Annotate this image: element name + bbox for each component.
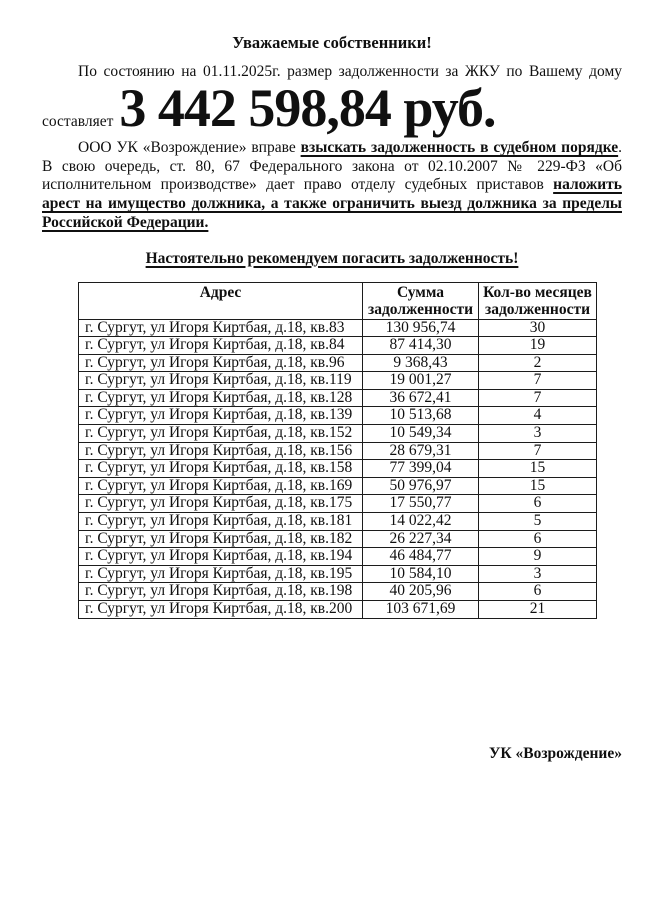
amount-cell: 50 976,97	[363, 477, 479, 495]
amount-cell: 19 001,27	[363, 372, 479, 390]
address-cell: г. Сургут, ул Игоря Киртбая, д.18, кв.119	[79, 372, 363, 390]
months-cell: 19	[479, 337, 597, 355]
months-cell: 5	[479, 513, 597, 531]
amount-cell: 36 672,41	[363, 389, 479, 407]
debt-total-amount: 3 442 598,84 руб.	[119, 78, 496, 138]
amount-cell: 28 679,31	[363, 442, 479, 460]
address-cell: г. Сургут, ул Игоря Киртбая, д.18, кв.200	[79, 601, 363, 619]
amount-cell: 17 550,77	[363, 495, 479, 513]
amount-cell: 87 414,30	[363, 337, 479, 355]
months-cell: 6	[479, 583, 597, 601]
signature: УК «Возрождение»	[489, 744, 622, 762]
debt-table	[78, 282, 597, 619]
table-row	[79, 407, 597, 425]
amount-cell: 26 227,34	[363, 530, 479, 548]
address-cell: г. Сургут, ул Игоря Киртбая, д.18, кв.139	[79, 407, 363, 425]
address-cell: г. Сургут, ул Игоря Киртбая, д.18, кв.182	[79, 530, 363, 548]
legal-text-part1: ООО УК «Возрождение» вправе	[78, 139, 301, 156]
months-cell: 21	[479, 601, 597, 619]
months-cell: 7	[479, 372, 597, 390]
table-row	[79, 548, 597, 566]
table-row	[79, 389, 597, 407]
address-cell: г. Сургут, ул Игоря Киртбая, д.18, кв.194	[79, 548, 363, 566]
address-cell: г. Сургут, ул Игоря Киртбая, д.18, кв.152	[79, 425, 363, 443]
address-cell: г. Сургут, ул Игоря Киртбая, д.18, кв.169	[79, 477, 363, 495]
months-cell: 6	[479, 495, 597, 513]
amount-prefix: составляет	[42, 113, 114, 130]
amount-cell: 9 368,43	[363, 354, 479, 372]
months-cell: 7	[479, 389, 597, 407]
table-row	[79, 337, 597, 355]
legal-text-part2: . В свою очередь, ст. 80, 67 Федерального закона от 02.10.2007 № 229-ФЗ «Об исполнительном производстве» дает право отделу судебных приставов	[42, 139, 622, 194]
table-row	[79, 442, 597, 460]
table-row	[79, 354, 597, 372]
intro-paragraph: По состоянию на 01.11.2025г. размер задолженности за ЖКУ по Вашему дому	[78, 63, 622, 80]
table-row	[79, 319, 597, 337]
table-header-row	[79, 282, 597, 319]
address-cell: г. Сургут, ул Игоря Киртбая, д.18, кв.84	[79, 337, 363, 355]
months-cell: 4	[479, 407, 597, 425]
legal-bold-claim: взыскать задолженность в судебном порядке	[300, 139, 619, 156]
address-cell: г. Сургут, ул Игоря Киртбая, д.18, кв.96	[79, 354, 363, 372]
recommendation-line	[42, 249, 622, 268]
months-cell: 3	[479, 565, 597, 583]
header-months: Кол-во месяцев задолженности	[479, 282, 597, 319]
table-row	[79, 495, 597, 513]
amount-cell: 10 513,68	[363, 407, 479, 425]
address-cell: г. Сургут, ул Игоря Киртбая, д.18, кв.175	[79, 495, 363, 513]
amount-cell: 103 671,69	[363, 601, 479, 619]
table-row	[79, 513, 597, 531]
page-title: Уважаемые собственники!	[232, 33, 432, 52]
table-row	[79, 477, 597, 495]
table-row	[79, 583, 597, 601]
amount-line	[42, 78, 622, 138]
table-row	[79, 425, 597, 443]
months-cell: 30	[479, 319, 597, 337]
debt-table-body	[79, 319, 597, 618]
address-cell: г. Сургут, ул Игоря Киртбая, д.18, кв.195	[79, 565, 363, 583]
amount-cell: 40 205,96	[363, 583, 479, 601]
months-cell: 15	[479, 477, 597, 495]
address-cell: г. Сургут, ул Игоря Киртбая, д.18, кв.156	[79, 442, 363, 460]
months-cell: 3	[479, 425, 597, 443]
header-address: Адрес	[79, 282, 363, 319]
address-cell: г. Сургут, ул Игоря Киртбая, д.18, кв.198	[79, 583, 363, 601]
months-cell: 9	[479, 548, 597, 566]
amount-cell: 46 484,77	[363, 548, 479, 566]
amount-cell: 77 399,04	[363, 460, 479, 478]
amount-cell: 10 549,34	[363, 425, 479, 443]
months-cell: 7	[479, 442, 597, 460]
months-cell: 2	[479, 354, 597, 372]
months-cell: 15	[479, 460, 597, 478]
address-cell: г. Сургут, ул Игоря Киртбая, д.18, кв.158	[79, 460, 363, 478]
recommendation-text: Настоятельно рекомендуем погасить задолженность!	[145, 249, 519, 267]
address-cell: г. Сургут, ул Игоря Киртбая, д.18, кв.83	[79, 319, 363, 337]
amount-cell: 130 956,74	[363, 319, 479, 337]
table-row	[79, 601, 597, 619]
amount-cell: 14 022,42	[363, 513, 479, 531]
address-cell: г. Сургут, ул Игоря Киртбая, д.18, кв.128	[79, 389, 363, 407]
legal-bold-arrest: наложить арест на имущество должника, а также ограничить выезд должника за пределы Российской Федерации.	[42, 176, 622, 231]
header-amount: Сумма задолженности	[363, 282, 479, 319]
legal-paragraph	[42, 139, 622, 233]
table-row	[79, 460, 597, 478]
amount-cell: 10 584,10	[363, 565, 479, 583]
table-row	[79, 372, 597, 390]
address-cell: г. Сургут, ул Игоря Киртбая, д.18, кв.181	[79, 513, 363, 531]
table-row	[79, 565, 597, 583]
months-cell: 6	[479, 530, 597, 548]
table-row	[79, 530, 597, 548]
